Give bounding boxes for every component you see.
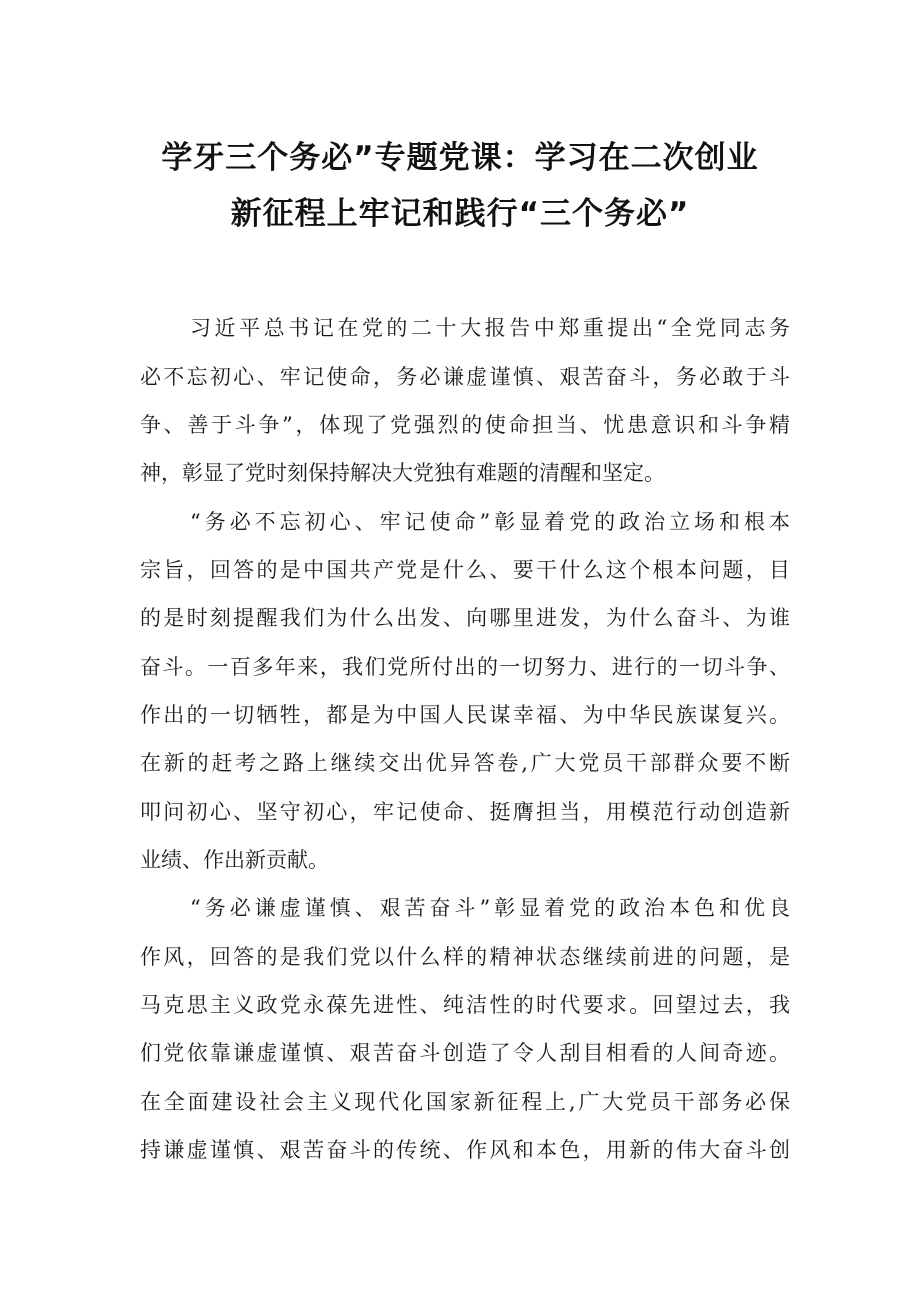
paragraph-3-line-6: 持谦虚谨慎、艰苦奋斗的传统、作风和本色，用新的伟大奋斗创 — [140, 1138, 790, 1162]
paragraph-2-line-8: 业绩、作出新贡献。 — [140, 848, 329, 872]
paragraph-1-line-4: 神，彰显了党时刻保持解决大党独有难题的清醒和坚定。 — [140, 461, 665, 485]
title-line-1: 学牙三个务必”专题党课：学习在二次创业 — [161, 140, 759, 176]
title-line-2: 新征程上牢记和践行“三个务必” — [230, 196, 690, 232]
paragraph-2-line-4: 奋斗。一百多年来，我们党所付出的一切努力、进行的一切斗争、 — [140, 655, 790, 679]
paragraph-3-line-3: 马克思主义政党永葆先进性、纯洁性的时代要求。回望过去，我 — [140, 993, 790, 1017]
paragraph-2-line-1: “务必不忘初心、牢记使命”彰显着党的政治立场和根本 — [190, 510, 790, 534]
paragraph-1-line-2: 必不忘初心、牢记使命，务必谦虚谨慎、艰苦奋斗，务必敢于斗 — [140, 365, 790, 389]
paragraph-2-line-7: 叩问初心、坚守初心，牢记使命、挺膺担当，用模范行动创造新 — [140, 800, 790, 824]
paragraph-3-line-4: 们党依靠谦虚谨慎、艰苦奋斗创造了令人刮目相看的人间奇迹。 — [140, 1041, 790, 1065]
paragraph-3-line-1: “务必谦虚谨慎、艰苦奋斗”彰显着党的政治本色和优良 — [190, 896, 790, 920]
paragraph-3-line-5: 在全面建设社会主义现代化国家新征程上,广大党员干部务必保 — [140, 1090, 790, 1114]
paragraph-3-line-2: 作风，回答的是我们党以什么样的精神状态继续前进的问题，是 — [140, 945, 790, 969]
paragraph-2-line-2: 宗旨，回答的是中国共产党是什么、要干什么这个根本问题，目 — [140, 558, 790, 582]
paragraph-2-line-5: 作出的一切牺牲，都是为中国人民谋幸福、为中华民族谋复兴。 — [140, 703, 790, 727]
paragraph-1-line-3: 争、善于斗争”，体现了党强烈的使命担当、忧患意识和斗争精 — [140, 413, 790, 437]
paragraph-1-line-1: 习近平总书记在党的二十大报告中郑重提出“全党同志务 — [190, 316, 790, 340]
paragraph-2-line-6: 在新的赶考之路上继续交出优异答卷,广大党员干部群众要不断 — [140, 751, 790, 775]
paragraph-2-line-3: 的是时刻提醒我们为什么出发、向哪里进发，为什么奋斗、为谁 — [140, 606, 790, 630]
